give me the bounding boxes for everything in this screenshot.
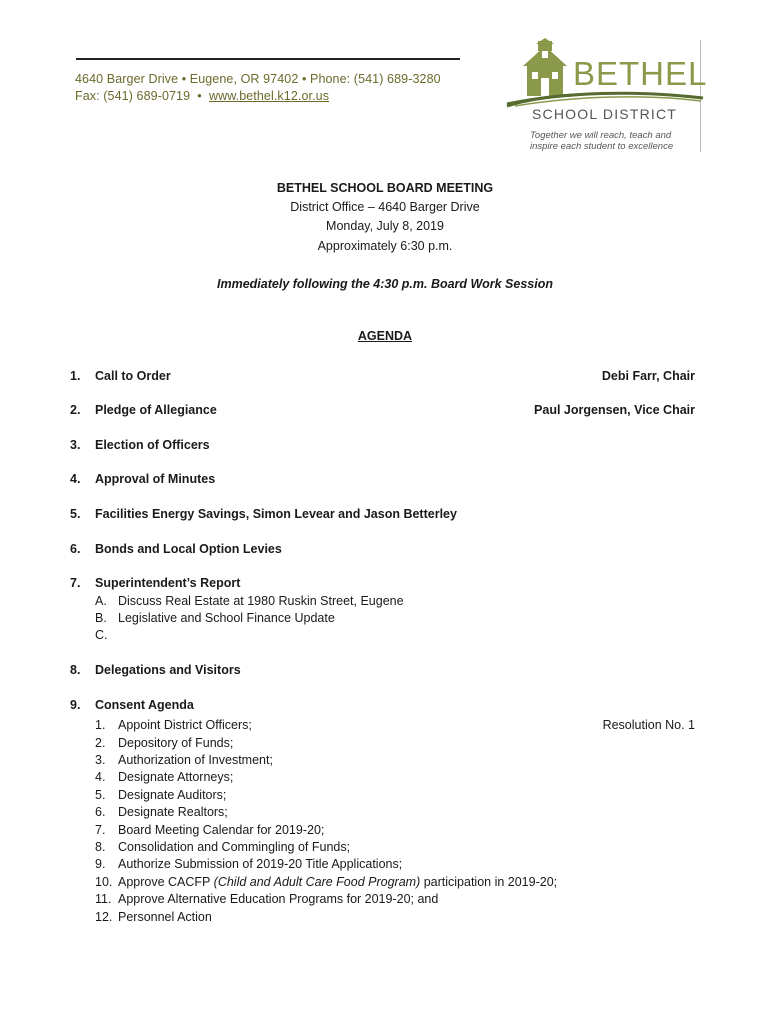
meeting-title: BETHEL SCHOOL BOARD MEETING: [276, 181, 494, 195]
subitem-letter: C.: [95, 628, 108, 642]
meeting-note: Immediately following the 4:30 p.m. Board Work Session: [217, 277, 553, 291]
contact-line-1: 4640 Barger Drive • Eugene, OR 97402 • Phone: (541) 689-3280: [75, 72, 441, 86]
item-number: 6.: [70, 542, 81, 556]
consent-num: 10.: [95, 875, 113, 889]
consent-num: 11.: [95, 892, 112, 906]
consent-num: 6.: [95, 805, 106, 819]
subitem-text: Legislative and School Finance Update: [118, 611, 335, 625]
agenda-heading: AGENDA: [357, 329, 413, 343]
consent-text: Consolidation and Commingling of Funds;: [118, 840, 351, 854]
item-number: 4.: [70, 472, 81, 486]
consent-num: 8.: [95, 840, 106, 854]
consent-num: 9.: [95, 857, 106, 871]
consent-text-italic: (Child and Adult Care Food Program): [213, 875, 421, 889]
item-title: Pledge of Allegiance: [95, 403, 217, 417]
consent-text: Appoint District Officers;: [118, 718, 252, 732]
item-number: 7.: [70, 576, 81, 590]
consent-text: Designate Attorneys;: [118, 770, 234, 784]
item-number: 2.: [70, 403, 81, 417]
item-title: Consent Agenda: [95, 698, 194, 712]
consent-text-post: participation in 2019-20;: [420, 875, 558, 889]
meeting-time: Approximately 6:30 p.m.: [317, 239, 453, 253]
item-presenter: Debi Farr, Chair: [601, 369, 695, 383]
subitem-letter: B.: [95, 611, 107, 625]
item-title: Facilities Energy Savings, Simon Levear and Jason Betterley: [95, 507, 457, 521]
consent-num: 12.: [95, 910, 113, 924]
consent-text: Approve Alternative Education Programs for 2019-20; and: [118, 892, 439, 906]
subitem-text: Discuss Real Estate at 1980 Ruskin Street, Eugene: [118, 594, 404, 608]
logo-tagline-1: Together we will reach, teach and: [530, 130, 672, 141]
logo-tagline: [530, 130, 690, 152]
consent-text: Authorize Submission of 2019-20 Title Applications;: [118, 857, 403, 871]
consent-text: Depository of Funds;: [118, 736, 234, 750]
item-number: 8.: [70, 663, 81, 677]
item-title: Superintendent’s Report: [95, 576, 241, 590]
item-title: Delegations and Visitors: [95, 663, 241, 677]
meeting-location: District Office – 4640 Barger Drive: [290, 200, 480, 214]
logo-tagline-2: inspire each student to excellence: [530, 141, 674, 152]
logo-subtitle: SCHOOL DISTRICT: [532, 106, 678, 122]
consent-text: Designate Realtors;: [118, 805, 228, 819]
consent-num: 1.: [95, 718, 106, 732]
consent-text: Designate Auditors;: [118, 788, 227, 802]
header-rule: [76, 58, 460, 60]
consent-num: 2.: [95, 736, 106, 750]
consent-num: 4.: [95, 770, 106, 784]
consent-num: 5.: [95, 788, 106, 802]
contact-line-2: [75, 89, 329, 103]
fax-text: Fax: (541) 689-0719 •: [75, 89, 209, 103]
consent-text: Authorization of Investment;: [118, 753, 273, 767]
resolution-label: Resolution No. 1: [602, 718, 695, 732]
item-number: 3.: [70, 438, 81, 452]
item-title: Approval of Minutes: [95, 472, 216, 486]
consent-text: [118, 875, 557, 889]
logo-name: BETHEL: [573, 55, 708, 92]
item-number: 5.: [70, 507, 81, 521]
consent-text: Personnel Action: [118, 910, 212, 924]
item-number: 1.: [70, 369, 81, 383]
consent-text: Board Meeting Calendar for 2019-20;: [118, 823, 325, 837]
website-link[interactable]: www.bethel.k12.or.us: [208, 89, 330, 103]
consent-text-pre: Approve CACFP: [118, 875, 214, 889]
item-title: Election of Officers: [95, 438, 210, 452]
item-presenter: Paul Jorgensen, Vice Chair: [534, 403, 695, 417]
subitem-letter: A.: [95, 594, 107, 608]
item-number: 9.: [70, 698, 81, 712]
meeting-date: Monday, July 8, 2019: [326, 219, 444, 233]
item-title: Call to Order: [95, 369, 171, 383]
consent-num: 7.: [95, 823, 106, 837]
consent-num: 3.: [95, 753, 106, 767]
item-title: Bonds and Local Option Levies: [95, 542, 282, 556]
